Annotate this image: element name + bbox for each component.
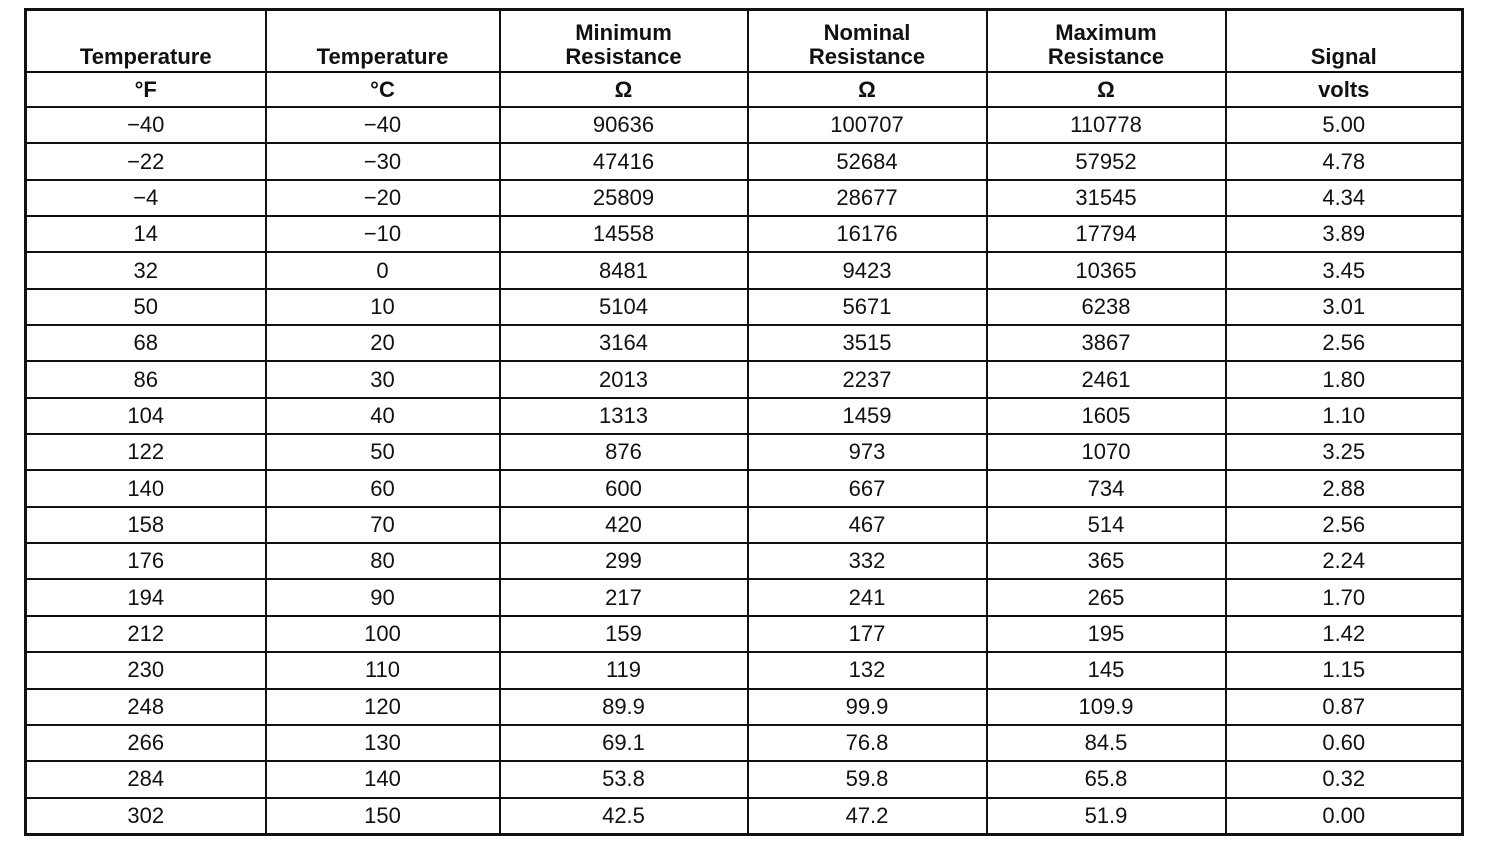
table-cell-temperature-c: −30 [266, 143, 500, 179]
table-row [26, 398, 1463, 434]
table-cell-temperature-c: 0 [266, 252, 500, 288]
table-cell-signal: 3.25 [1226, 434, 1463, 470]
column-header-text: Resistance [808, 44, 926, 69]
table-cell-maximum-resistance: 110778 [987, 107, 1226, 143]
table-row [26, 180, 1463, 216]
unit-nominal-resistance: Ω [748, 72, 987, 107]
table-cell-minimum-resistance: 69.1 [500, 725, 748, 761]
table-row [26, 579, 1463, 615]
column-header-text: Resistance [565, 44, 682, 69]
column-header-text: Nominal [823, 20, 911, 45]
table-row [26, 616, 1463, 652]
table-cell-temperature-f: 176 [26, 543, 266, 579]
table-cell-temperature-c: 70 [266, 507, 500, 543]
table-cell-maximum-resistance: 84.5 [987, 725, 1226, 761]
table-row [26, 325, 1463, 361]
table-cell-temperature-c: 60 [266, 470, 500, 506]
column-header-text: Temperature [316, 44, 449, 69]
table-row [26, 361, 1463, 397]
table-cell-nominal-resistance: 132 [748, 652, 987, 688]
table-cell-temperature-c: 130 [266, 725, 500, 761]
table-cell-maximum-resistance: 65.8 [987, 761, 1226, 797]
table-cell-temperature-f: −4 [26, 180, 266, 216]
table-cell-minimum-resistance: 90636 [500, 107, 748, 143]
table-cell-temperature-c: 40 [266, 398, 500, 434]
table-row [26, 216, 1463, 252]
table-cell-minimum-resistance: 25809 [500, 180, 748, 216]
table-cell-temperature-c: 50 [266, 434, 500, 470]
column-header-nominal-resistance [748, 10, 987, 73]
table-cell-maximum-resistance: 195 [987, 616, 1226, 652]
table-cell-maximum-resistance: 10365 [987, 252, 1226, 288]
table-cell-temperature-f: 158 [26, 507, 266, 543]
table-cell-temperature-c: 20 [266, 325, 500, 361]
table-cell-signal: 1.70 [1226, 579, 1463, 615]
table-cell-maximum-resistance: 51.9 [987, 798, 1226, 835]
table-cell-minimum-resistance: 299 [500, 543, 748, 579]
table-cell-signal: 4.34 [1226, 180, 1463, 216]
table-cell-maximum-resistance: 514 [987, 507, 1226, 543]
table-cell-nominal-resistance: 47.2 [748, 798, 987, 835]
unit-minimum-resistance: Ω [500, 72, 748, 107]
column-header-temperature-c [266, 10, 500, 73]
table-cell-nominal-resistance: 332 [748, 543, 987, 579]
table-cell-nominal-resistance: 76.8 [748, 725, 987, 761]
table-cell-maximum-resistance: 3867 [987, 325, 1226, 361]
table-cell-nominal-resistance: 9423 [748, 252, 987, 288]
table-row [26, 689, 1463, 725]
table-cell-minimum-resistance: 8481 [500, 252, 748, 288]
table-row [26, 434, 1463, 470]
table-cell-temperature-f: −40 [26, 107, 266, 143]
table-cell-nominal-resistance: 5671 [748, 289, 987, 325]
table-cell-signal: 2.56 [1226, 507, 1463, 543]
table-cell-minimum-resistance: 14558 [500, 216, 748, 252]
table-cell-temperature-c: 120 [266, 689, 500, 725]
table-cell-temperature-f: 284 [26, 761, 266, 797]
table-cell-minimum-resistance: 2013 [500, 361, 748, 397]
table-cell-minimum-resistance: 1313 [500, 398, 748, 434]
column-header-temperature-f [26, 10, 266, 73]
table-cell-temperature-c: 30 [266, 361, 500, 397]
unit-temperature-c: °C [266, 72, 500, 107]
table-cell-temperature-f: 212 [26, 616, 266, 652]
unit-temperature-f: °F [26, 72, 266, 107]
table-cell-minimum-resistance: 420 [500, 507, 748, 543]
table-row [26, 470, 1463, 506]
table-cell-maximum-resistance: 145 [987, 652, 1226, 688]
table-cell-nominal-resistance: 973 [748, 434, 987, 470]
table-cell-maximum-resistance: 31545 [987, 180, 1226, 216]
table-cell-nominal-resistance: 667 [748, 470, 987, 506]
table-cell-temperature-f: 266 [26, 725, 266, 761]
column-header-text: Temperature [79, 44, 212, 69]
table-cell-minimum-resistance: 159 [500, 616, 748, 652]
table-cell-signal: 0.60 [1226, 725, 1463, 761]
column-header-text: Resistance [1047, 44, 1165, 69]
table-cell-maximum-resistance: 1070 [987, 434, 1226, 470]
temperature-resistance-table [24, 8, 1464, 836]
table-cell-temperature-c: −20 [266, 180, 500, 216]
table-cell-signal: 1.10 [1226, 398, 1463, 434]
table-cell-signal: 0.87 [1226, 689, 1463, 725]
column-header-text: Signal [1310, 44, 1377, 69]
table-cell-signal: 2.24 [1226, 543, 1463, 579]
table-cell-nominal-resistance: 2237 [748, 361, 987, 397]
table-cell-temperature-f: 248 [26, 689, 266, 725]
table-cell-signal: 1.42 [1226, 616, 1463, 652]
table-cell-maximum-resistance: 2461 [987, 361, 1226, 397]
table-cell-temperature-c: 90 [266, 579, 500, 615]
table-row [26, 507, 1463, 543]
table-cell-nominal-resistance: 467 [748, 507, 987, 543]
table-cell-minimum-resistance: 3164 [500, 325, 748, 361]
table-cell-minimum-resistance: 217 [500, 579, 748, 615]
table-cell-nominal-resistance: 241 [748, 579, 987, 615]
table-cell-nominal-resistance: 16176 [748, 216, 987, 252]
table-row [26, 652, 1463, 688]
column-header-signal [1226, 10, 1463, 73]
table-row [26, 289, 1463, 325]
table-cell-signal: 4.78 [1226, 143, 1463, 179]
table-cell-temperature-c: −40 [266, 107, 500, 143]
table-cell-minimum-resistance: 47416 [500, 143, 748, 179]
table-cell-maximum-resistance: 734 [987, 470, 1226, 506]
table-cell-maximum-resistance: 109.9 [987, 689, 1226, 725]
table-cell-signal: 0.00 [1226, 798, 1463, 835]
table-cell-temperature-f: 50 [26, 289, 266, 325]
column-header-maximum-resistance [987, 10, 1226, 73]
table-row [26, 143, 1463, 179]
table-cell-minimum-resistance: 42.5 [500, 798, 748, 835]
table-cell-nominal-resistance: 52684 [748, 143, 987, 179]
table-cell-temperature-c: 110 [266, 652, 500, 688]
table-cell-temperature-f: 86 [26, 361, 266, 397]
table-cell-signal: 3.89 [1226, 216, 1463, 252]
table-cell-temperature-c: 140 [266, 761, 500, 797]
table-cell-nominal-resistance: 28677 [748, 180, 987, 216]
table-cell-temperature-f: 68 [26, 325, 266, 361]
table-cell-temperature-f: 194 [26, 579, 266, 615]
table-cell-nominal-resistance: 59.8 [748, 761, 987, 797]
table-row [26, 543, 1463, 579]
table-cell-maximum-resistance: 265 [987, 579, 1226, 615]
table-cell-maximum-resistance: 17794 [987, 216, 1226, 252]
table-cell-nominal-resistance: 177 [748, 616, 987, 652]
table-cell-maximum-resistance: 57952 [987, 143, 1226, 179]
unit-signal: volts [1226, 72, 1463, 107]
table-cell-maximum-resistance: 6238 [987, 289, 1226, 325]
table-cell-nominal-resistance: 99.9 [748, 689, 987, 725]
column-header-minimum-resistance [500, 10, 748, 73]
table-cell-signal: 5.00 [1226, 107, 1463, 143]
table-cell-maximum-resistance: 365 [987, 543, 1226, 579]
table-cell-signal: 2.88 [1226, 470, 1463, 506]
table-cell-temperature-f: 104 [26, 398, 266, 434]
table-row [26, 252, 1463, 288]
table-cell-signal: 3.45 [1226, 252, 1463, 288]
table-body [26, 107, 1463, 835]
table-row [26, 761, 1463, 797]
table-row [26, 798, 1463, 835]
table-cell-nominal-resistance: 1459 [748, 398, 987, 434]
table-cell-minimum-resistance: 89.9 [500, 689, 748, 725]
table-cell-temperature-f: 140 [26, 470, 266, 506]
table-cell-temperature-c: −10 [266, 216, 500, 252]
table-cell-minimum-resistance: 53.8 [500, 761, 748, 797]
table-cell-temperature-f: 32 [26, 252, 266, 288]
table-cell-minimum-resistance: 876 [500, 434, 748, 470]
table-cell-minimum-resistance: 5104 [500, 289, 748, 325]
table-row [26, 725, 1463, 761]
table-cell-signal: 3.01 [1226, 289, 1463, 325]
table-cell-temperature-c: 80 [266, 543, 500, 579]
table-cell-minimum-resistance: 600 [500, 470, 748, 506]
table-row [26, 107, 1463, 143]
table-cell-temperature-f: 230 [26, 652, 266, 688]
table-cell-temperature-c: 150 [266, 798, 500, 835]
table-cell-signal: 1.80 [1226, 361, 1463, 397]
table-cell-temperature-f: 122 [26, 434, 266, 470]
table-cell-temperature-f: −22 [26, 143, 266, 179]
table-cell-signal: 0.32 [1226, 761, 1463, 797]
table-cell-nominal-resistance: 100707 [748, 107, 987, 143]
table-cell-minimum-resistance: 119 [500, 652, 748, 688]
table-cell-maximum-resistance: 1605 [987, 398, 1226, 434]
table-cell-temperature-c: 100 [266, 616, 500, 652]
unit-row [26, 72, 1463, 107]
header-row [26, 10, 1463, 73]
table-cell-signal: 2.56 [1226, 325, 1463, 361]
table-cell-signal: 1.15 [1226, 652, 1463, 688]
unit-maximum-resistance: Ω [987, 72, 1226, 107]
table-cell-temperature-f: 302 [26, 798, 266, 835]
table-cell-nominal-resistance: 3515 [748, 325, 987, 361]
column-header-text: Maximum [1055, 20, 1157, 45]
column-header-text: Minimum [575, 20, 672, 45]
table-cell-temperature-f: 14 [26, 216, 266, 252]
table-cell-temperature-c: 10 [266, 289, 500, 325]
